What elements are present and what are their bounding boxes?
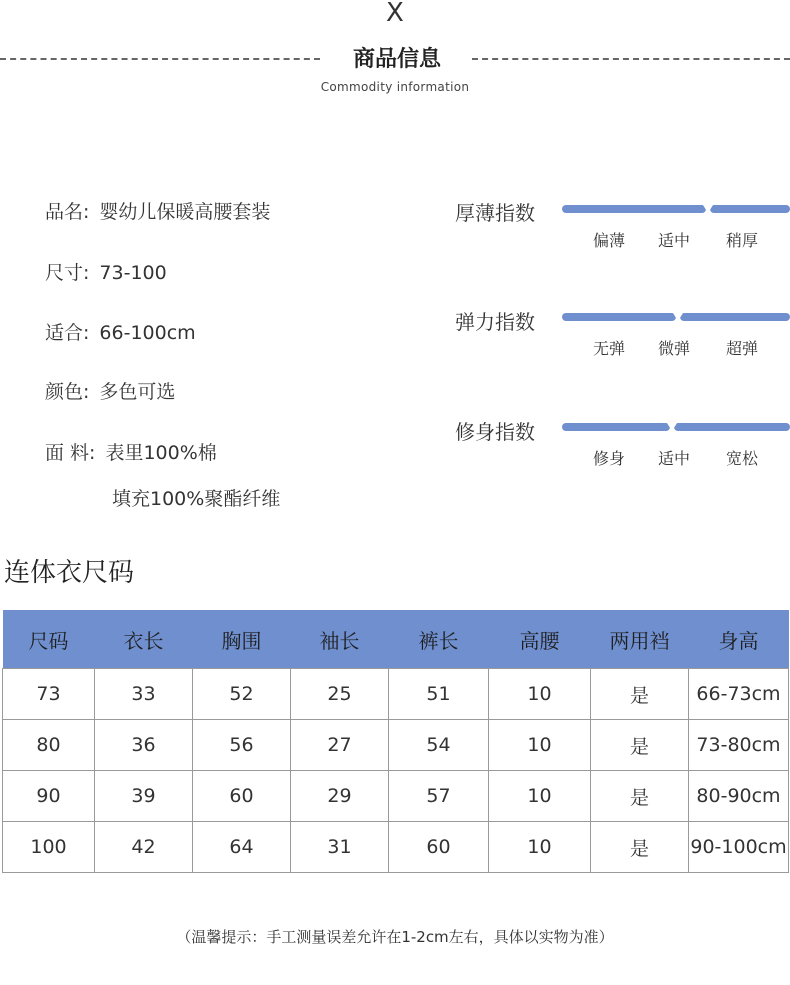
table-cell: 56 [193, 720, 291, 771]
table-cell: 66-73cm [689, 669, 789, 720]
column-header: 两用裆 [591, 610, 689, 669]
table-cell: 100 [3, 822, 95, 873]
table-cell: 54 [389, 720, 489, 771]
elasticity-option: 无弹 [593, 339, 626, 358]
table-header-row [3, 610, 789, 669]
column-header: 裤长 [389, 610, 489, 669]
thickness-index-label: 厚薄指数 [455, 201, 535, 225]
header-right-dashed-line [472, 58, 790, 60]
fit-option: 宽松 [726, 449, 759, 468]
index-bar-segment [674, 423, 790, 431]
elasticity-option: 超弹 [726, 339, 759, 358]
info-label: 适合: [45, 322, 90, 344]
info-label: 颜色: [45, 381, 90, 403]
close-mark: X [386, 0, 404, 28]
table-cell: 10 [489, 822, 591, 873]
thickness-index-bar [562, 205, 790, 213]
info-size-row [45, 258, 167, 285]
table-cell: 25 [291, 669, 389, 720]
table-cell: 39 [95, 771, 193, 822]
thickness-option: 适中 [658, 231, 691, 250]
fit-option: 修身 [593, 449, 626, 468]
table-cell: 10 [489, 720, 591, 771]
column-header: 身高 [689, 610, 789, 669]
info-fit-row [45, 318, 196, 345]
column-header: 胸围 [193, 610, 291, 669]
fit-index-bar [562, 423, 790, 431]
index-marker [667, 423, 677, 431]
info-value: 73-100 [99, 262, 167, 284]
table-row [3, 669, 789, 720]
column-header: 尺码 [3, 610, 95, 669]
table-cell: 42 [95, 822, 193, 873]
table-cell: 29 [291, 771, 389, 822]
index-marker [703, 205, 713, 213]
table-cell: 51 [389, 669, 489, 720]
table-cell: 90 [3, 771, 95, 822]
table-cell: 是 [591, 771, 689, 822]
column-header: 袖长 [291, 610, 389, 669]
size-chart-title: 连体衣尺码 [4, 558, 135, 588]
fit-option: 适中 [658, 449, 691, 468]
info-fabric-row [45, 438, 217, 465]
table-cell: 90-100cm [689, 822, 789, 873]
table-cell: 73-80cm [689, 720, 789, 771]
table-row [3, 771, 789, 822]
elasticity-index-label: 弹力指数 [455, 310, 535, 334]
table-cell: 60 [193, 771, 291, 822]
table-cell: 是 [591, 720, 689, 771]
table-cell: 80-90cm [689, 771, 789, 822]
column-header: 衣长 [95, 610, 193, 669]
thickness-option: 偏薄 [593, 231, 626, 250]
info-color-row [45, 377, 175, 404]
info-value: 66-100cm [99, 322, 196, 344]
info-filling-row [112, 484, 280, 511]
fit-index-label: 修身指数 [455, 420, 535, 444]
table-row [3, 720, 789, 771]
info-value: 婴幼儿保暖高腰套装 [99, 201, 271, 223]
size-table [2, 610, 789, 873]
table-cell: 10 [489, 669, 591, 720]
table-cell: 31 [291, 822, 389, 873]
table-cell: 73 [3, 669, 95, 720]
table-cell: 36 [95, 720, 193, 771]
index-bar-segment [680, 313, 790, 321]
index-bar-segment [562, 423, 670, 431]
table-cell: 52 [193, 669, 291, 720]
table-cell: 60 [389, 822, 489, 873]
table-cell: 10 [489, 771, 591, 822]
section-title: 商品信息 [352, 47, 441, 72]
index-bar-segment [562, 313, 676, 321]
table-cell: 64 [193, 822, 291, 873]
info-label: 尺寸: [45, 262, 90, 284]
table-row [3, 822, 789, 873]
table-cell: 80 [3, 720, 95, 771]
index-marker [673, 313, 683, 321]
elasticity-index-bar [562, 313, 790, 321]
info-label: 品名: [45, 201, 90, 223]
section-subtitle: Commodity information [320, 80, 470, 94]
index-bar-segment [710, 205, 790, 213]
header-left-dashed-line [0, 58, 320, 60]
table-cell: 27 [291, 720, 389, 771]
table-cell: 是 [591, 822, 689, 873]
table-cell: 33 [95, 669, 193, 720]
elasticity-option: 微弹 [658, 339, 691, 358]
info-name-row [45, 197, 270, 224]
info-value: 填充100%聚酯纤维 [112, 488, 281, 510]
table-cell: 57 [389, 771, 489, 822]
info-label: 面 料: [45, 442, 96, 464]
thickness-option: 稍厚 [726, 231, 759, 250]
column-header: 高腰 [489, 610, 591, 669]
info-value: 表里100%棉 [105, 442, 217, 464]
measurement-note: （温馨提示：手工测量误差允许在1-2cm左右，具体以实物为准） [176, 928, 614, 946]
index-bar-segment [562, 205, 706, 213]
table-cell: 是 [591, 669, 689, 720]
info-value: 多色可选 [99, 381, 176, 403]
